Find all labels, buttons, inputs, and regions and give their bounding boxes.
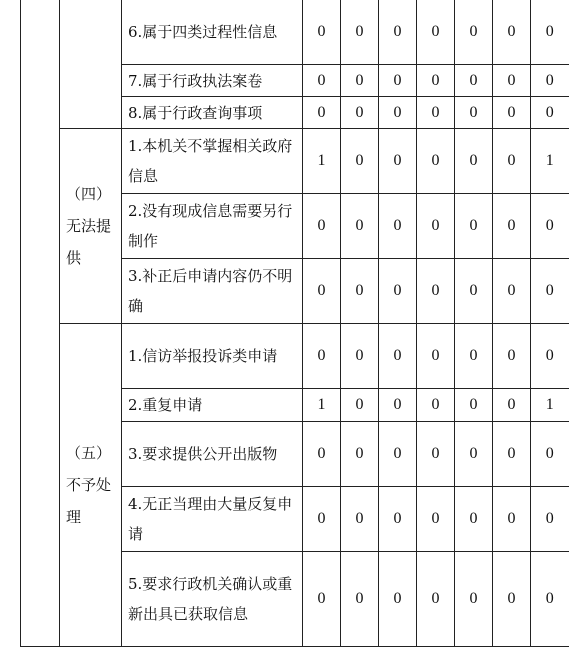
row-value: 0 <box>531 259 569 324</box>
row-value: 0 <box>341 0 379 65</box>
row-value: 0 <box>455 97 493 129</box>
table-row <box>21 129 569 194</box>
row-item-label: 1.信访举报投诉类申请 <box>122 324 303 389</box>
row-item-label: 2.没有现成信息需要另行制作 <box>122 194 303 259</box>
row-value: 0 <box>303 97 341 129</box>
row-value: 0 <box>455 259 493 324</box>
row-value: 1 <box>531 129 569 194</box>
row-value: 0 <box>455 194 493 259</box>
category-cell-not-processed: （五）不予处理 <box>60 324 122 647</box>
row-value: 0 <box>379 324 417 389</box>
row-value: 0 <box>341 552 379 647</box>
row-value: 0 <box>379 487 417 552</box>
row-value: 0 <box>493 422 531 487</box>
row-value: 0 <box>455 0 493 65</box>
row-item-label: 7.属于行政执法案卷 <box>122 65 303 97</box>
disclosure-table <box>20 0 569 647</box>
category-cell-cannot-provide: （四）无法提供 <box>60 129 122 324</box>
row-value: 0 <box>341 259 379 324</box>
row-value: 0 <box>531 422 569 487</box>
row-value: 0 <box>493 259 531 324</box>
row-value: 0 <box>417 97 455 129</box>
row-value: 0 <box>341 194 379 259</box>
row-value: 0 <box>341 129 379 194</box>
row-value: 0 <box>455 324 493 389</box>
row-value: 0 <box>303 422 341 487</box>
row-value: 0 <box>379 552 417 647</box>
row-value: 0 <box>417 422 455 487</box>
row-value: 0 <box>379 422 417 487</box>
row-value: 1 <box>303 129 341 194</box>
row-value: 0 <box>417 487 455 552</box>
row-value: 1 <box>531 389 569 422</box>
row-value: 0 <box>417 552 455 647</box>
row-value: 0 <box>379 194 417 259</box>
row-value: 0 <box>493 194 531 259</box>
category-cell-prev <box>60 0 122 129</box>
row-value: 0 <box>303 487 341 552</box>
row-value: 0 <box>303 552 341 647</box>
row-value: 0 <box>531 194 569 259</box>
row-value: 0 <box>379 65 417 97</box>
row-value: 0 <box>531 487 569 552</box>
row-value: 0 <box>303 0 341 65</box>
row-item-label: 4.无正当理由大量反复申请 <box>122 487 303 552</box>
row-value: 0 <box>455 65 493 97</box>
row-value: 0 <box>341 65 379 97</box>
row-item-label: 3.要求提供公开出版物 <box>122 422 303 487</box>
row-value: 0 <box>379 0 417 65</box>
row-value: 0 <box>531 324 569 389</box>
row-value: 0 <box>455 422 493 487</box>
row-value: 0 <box>341 422 379 487</box>
row-value: 0 <box>341 97 379 129</box>
row-value: 0 <box>417 324 455 389</box>
row-value: 0 <box>303 259 341 324</box>
row-value: 0 <box>493 129 531 194</box>
row-value: 0 <box>417 389 455 422</box>
row-value: 0 <box>379 129 417 194</box>
row-value: 0 <box>493 552 531 647</box>
row-value: 0 <box>531 552 569 647</box>
row-value: 0 <box>493 487 531 552</box>
row-value: 0 <box>303 194 341 259</box>
row-value: 0 <box>531 97 569 129</box>
row-value: 0 <box>531 65 569 97</box>
row-value: 0 <box>341 324 379 389</box>
row-item-label: 6.属于四类过程性信息 <box>122 0 303 65</box>
row-value: 0 <box>379 259 417 324</box>
row-value: 0 <box>379 389 417 422</box>
row-value: 0 <box>341 487 379 552</box>
row-value: 0 <box>455 129 493 194</box>
row-value: 0 <box>303 65 341 97</box>
row-value: 0 <box>417 259 455 324</box>
row-value: 0 <box>303 324 341 389</box>
row-value: 0 <box>417 65 455 97</box>
row-value: 0 <box>455 389 493 422</box>
outer-category-cell <box>21 0 60 647</box>
row-value: 0 <box>493 324 531 389</box>
row-value: 0 <box>455 487 493 552</box>
row-item-label: 2.重复申请 <box>122 389 303 422</box>
row-item-label: 5.要求行政机关确认或重新出具已获取信息 <box>122 552 303 647</box>
row-item-label: 1.本机关不掌握相关政府信息 <box>122 129 303 194</box>
row-value: 0 <box>341 389 379 422</box>
row-value: 0 <box>417 194 455 259</box>
row-item-label: 3.补正后申请内容仍不明确 <box>122 259 303 324</box>
row-value: 0 <box>417 129 455 194</box>
row-item-label: 8.属于行政查询事项 <box>122 97 303 129</box>
table-row <box>21 324 569 389</box>
row-value: 0 <box>531 0 569 65</box>
row-value: 0 <box>455 552 493 647</box>
table-row <box>21 0 569 65</box>
row-value: 0 <box>417 0 455 65</box>
row-value: 1 <box>303 389 341 422</box>
row-value: 0 <box>493 97 531 129</box>
row-value: 0 <box>493 389 531 422</box>
row-value: 0 <box>379 97 417 129</box>
row-value: 0 <box>493 0 531 65</box>
row-value: 0 <box>493 65 531 97</box>
